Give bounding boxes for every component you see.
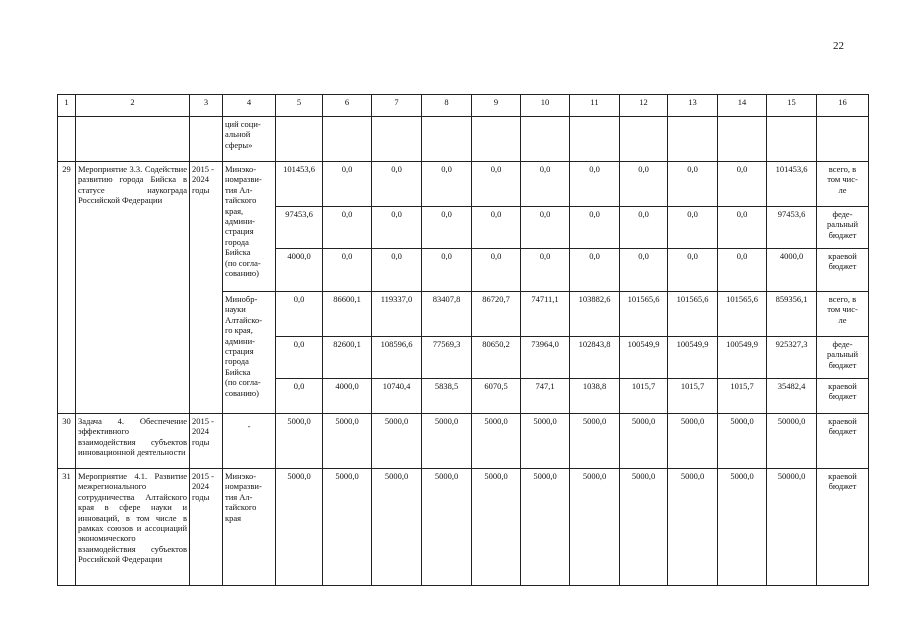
value-cell: 5000,0: [323, 414, 372, 469]
value-cell: 4000,0: [276, 249, 323, 292]
value-cell: 1015,7: [668, 379, 718, 414]
funding-source: краевой бюджет: [817, 414, 869, 469]
executor: Минэко- номразви- тия Ал- тайского края, админи- страция города Бийска (по согла- сованию): [223, 162, 276, 292]
value-cell: 0,0: [422, 162, 472, 207]
value-cell: 859356,1: [767, 292, 817, 337]
value-cell: 5000,0: [718, 414, 767, 469]
value-cell: 5000,0: [323, 469, 372, 586]
value-cell: 0,0: [276, 292, 323, 337]
value-cell: 1015,7: [620, 379, 668, 414]
value-cell: 0,0: [521, 207, 570, 249]
funding-source: всего, в том чис- ле: [817, 162, 869, 207]
executor: Минэко- номразви- тия Ал- тайского края: [223, 469, 276, 586]
column-header: 3: [190, 95, 223, 117]
value-cell: 103882,6: [570, 292, 620, 337]
value-cell: 5000,0: [570, 469, 620, 586]
row-number: 29: [58, 162, 76, 414]
value-cell: 0,0: [372, 249, 422, 292]
value-cell: 5000,0: [422, 414, 472, 469]
value-cell: 0,0: [372, 207, 422, 249]
value-cell: 0,0: [422, 249, 472, 292]
column-header: 14: [718, 95, 767, 117]
value-cell: 101453,6: [767, 162, 817, 207]
table-row: [58, 162, 869, 207]
value-cell: 100549,9: [718, 337, 767, 379]
value-cell: 5000,0: [620, 414, 668, 469]
value-cell: 0,0: [372, 162, 422, 207]
value-cell: 86600,1: [323, 292, 372, 337]
column-header: 10: [521, 95, 570, 117]
value-cell: 0,0: [668, 207, 718, 249]
column-header: 5: [276, 95, 323, 117]
value-cell: 0,0: [668, 249, 718, 292]
funding-source: феде- ральный бюджет: [817, 337, 869, 379]
value-cell: 0,0: [422, 207, 472, 249]
value-cell: 0,0: [472, 207, 521, 249]
executor: -: [223, 414, 276, 469]
value-cell: 0,0: [472, 249, 521, 292]
column-header: 13: [668, 95, 718, 117]
value-cell: 0,0: [276, 379, 323, 414]
funding-source: всего, в том чис- ле: [817, 292, 869, 337]
value-cell: 108596,6: [372, 337, 422, 379]
value-cell: 102843,8: [570, 337, 620, 379]
funding-source: краевой бюджет: [817, 379, 869, 414]
measure-name: Задача 4. Обеспечение эффективного взаимодействия субъектов инновационной деятельности: [76, 414, 190, 469]
budget-table: [57, 94, 869, 586]
value-cell: 5000,0: [521, 414, 570, 469]
value-cell: 73964,0: [521, 337, 570, 379]
column-header: 9: [472, 95, 521, 117]
value-cell: 1038,8: [570, 379, 620, 414]
value-cell: 0,0: [668, 162, 718, 207]
value-cell: 0,0: [620, 207, 668, 249]
column-header: 11: [570, 95, 620, 117]
value-cell: 50000,0: [767, 469, 817, 586]
executor-continuation: ций соци- альной сферы»: [223, 117, 276, 162]
column-header: 1: [58, 95, 76, 117]
value-cell: 5000,0: [276, 469, 323, 586]
value-cell: 5000,0: [620, 469, 668, 586]
table-row: [58, 414, 869, 469]
column-header: 7: [372, 95, 422, 117]
column-header: 4: [223, 95, 276, 117]
value-cell: 5000,0: [718, 469, 767, 586]
column-header: 15: [767, 95, 817, 117]
value-cell: 0,0: [323, 249, 372, 292]
value-cell: 100549,9: [620, 337, 668, 379]
value-cell: 5000,0: [668, 414, 718, 469]
table-row: [58, 469, 869, 586]
value-cell: 83407,8: [422, 292, 472, 337]
value-cell: 100549,9: [668, 337, 718, 379]
value-cell: 50000,0: [767, 414, 817, 469]
value-cell: 6070,5: [472, 379, 521, 414]
measure-name: Мероприятие 3.3. Содействие развитию города Бийска в статусе наукограда Российской Федерации: [76, 162, 190, 414]
value-cell: 0,0: [521, 249, 570, 292]
value-cell: 0,0: [323, 162, 372, 207]
value-cell: 80650,2: [472, 337, 521, 379]
row-number: 30: [58, 414, 76, 469]
value-cell: 0,0: [718, 207, 767, 249]
column-header: 16: [817, 95, 869, 117]
funding-source: краевой бюджет: [817, 249, 869, 292]
funding-source: краевой бюджет: [817, 469, 869, 586]
value-cell: 5838,5: [422, 379, 472, 414]
value-cell: 0,0: [521, 162, 570, 207]
value-cell: 5000,0: [570, 414, 620, 469]
value-cell: 5000,0: [372, 469, 422, 586]
value-cell: 0,0: [323, 207, 372, 249]
value-cell: 101565,6: [718, 292, 767, 337]
value-cell: 5000,0: [372, 414, 422, 469]
value-cell: 119337,0: [372, 292, 422, 337]
funding-source: феде- ральный бюджет: [817, 207, 869, 249]
value-cell: 35482,4: [767, 379, 817, 414]
value-cell: 0,0: [276, 337, 323, 379]
continuation-row: [58, 117, 869, 162]
value-cell: 86720,7: [472, 292, 521, 337]
value-cell: 101565,6: [668, 292, 718, 337]
value-cell: 82600,1: [323, 337, 372, 379]
value-cell: 0,0: [620, 162, 668, 207]
value-cell: 101453,6: [276, 162, 323, 207]
value-cell: 0,0: [620, 249, 668, 292]
value-cell: 5000,0: [276, 414, 323, 469]
value-cell: 4000,0: [767, 249, 817, 292]
row-number: 31: [58, 469, 76, 586]
column-header: 8: [422, 95, 472, 117]
column-header: 6: [323, 95, 372, 117]
value-cell: 1015,7: [718, 379, 767, 414]
value-cell: 0,0: [718, 249, 767, 292]
page-number: 22: [833, 40, 844, 52]
value-cell: 747,1: [521, 379, 570, 414]
value-cell: 0,0: [570, 249, 620, 292]
value-cell: 4000,0: [323, 379, 372, 414]
value-cell: 5000,0: [668, 469, 718, 586]
value-cell: 74711,1: [521, 292, 570, 337]
measure-name: Мероприятие 4.1. Развитие межрегионального сотрудничества Алтайского края в сфере науки и инноваций, в том числе в рамках союзов и ассоциаций экономического взаимодействия субъектов Российской Федерации: [76, 469, 190, 586]
value-cell: 97453,6: [767, 207, 817, 249]
years: 2015 - 2024 годы: [190, 469, 223, 586]
value-cell: 101565,6: [620, 292, 668, 337]
years: 2015 - 2024 годы: [190, 414, 223, 469]
value-cell: 0,0: [570, 162, 620, 207]
value-cell: 10740,4: [372, 379, 422, 414]
column-header: 2: [76, 95, 190, 117]
executor: Минобр- науки Алтайско- го края, админи- страция города Бийска (по согла- сованию): [223, 292, 276, 414]
value-cell: 0,0: [472, 162, 521, 207]
value-cell: 5000,0: [521, 469, 570, 586]
value-cell: 0,0: [718, 162, 767, 207]
value-cell: 0,0: [570, 207, 620, 249]
header-row: [58, 95, 869, 117]
years: 2015 - 2024 годы: [190, 162, 223, 414]
value-cell: 77569,3: [422, 337, 472, 379]
value-cell: 5000,0: [472, 469, 521, 586]
value-cell: 5000,0: [472, 414, 521, 469]
value-cell: 97453,6: [276, 207, 323, 249]
value-cell: 925327,3: [767, 337, 817, 379]
column-header: 12: [620, 95, 668, 117]
value-cell: 5000,0: [422, 469, 472, 586]
